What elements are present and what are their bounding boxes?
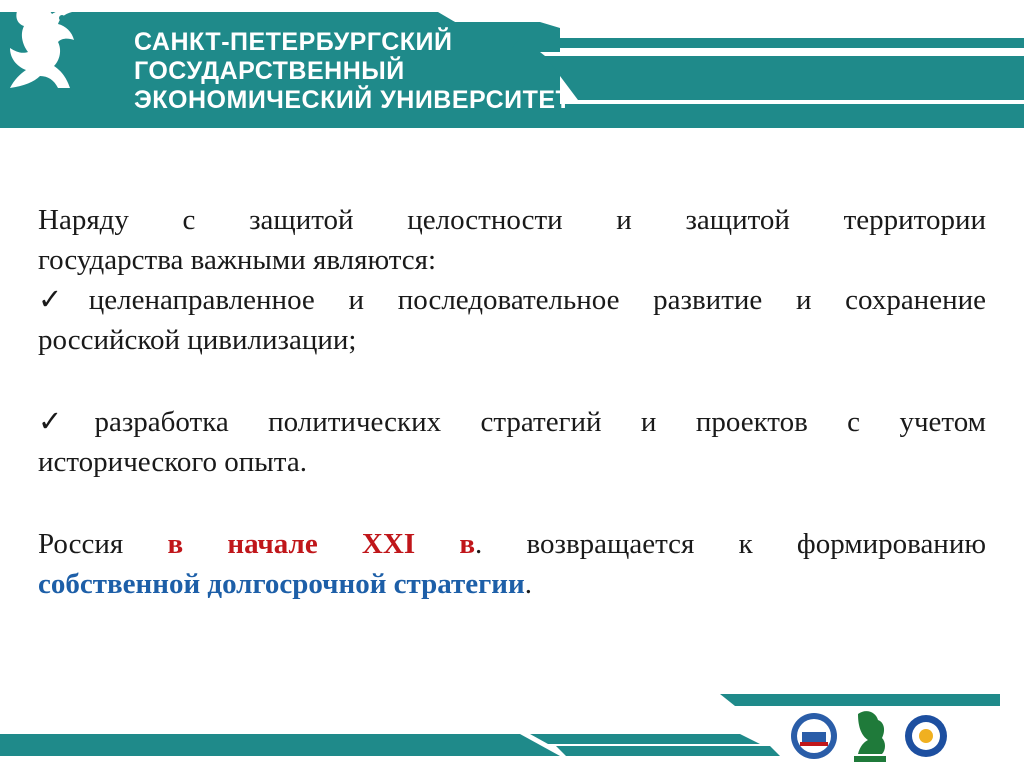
university-name-line2: ГОСУДАРСТВЕННЫЙ: [134, 57, 405, 85]
highlight-red-period: в начале XXI в: [167, 528, 476, 560]
final-statement-line2: [38, 564, 986, 604]
fineg-griffin-icon: [852, 708, 888, 764]
university-name-line1: САНКТ-ПЕТЕРБУРГСКИЙ: [134, 28, 453, 56]
final-statement-line1: [38, 524, 986, 564]
university-name-line3: ЭКОНОМИЧЕСКИЙ УНИВЕРСИТЕТ: [134, 86, 572, 114]
round-emblem-icon: [904, 714, 948, 758]
griffin-logo-icon: [0, 0, 86, 96]
final-end-text: .: [524, 568, 532, 600]
bullet-item2-line2: исторического опыта.: [38, 446, 307, 478]
bullet-item1-line2: российской цивилизации;: [38, 324, 357, 356]
final-mid-text: . возвращается к формированию: [475, 528, 987, 560]
university-name: [134, 28, 571, 115]
header-band: [0, 0, 1024, 140]
intro-line2: государства важными являются:: [38, 244, 437, 276]
final-pre-text: Россия: [38, 528, 168, 560]
bullet-item2-line1: ✓разработка политических стратегий и проектов с учетом: [38, 406, 986, 438]
bullet-item1-line1: ✓целенаправленное и последовательное развитие и сохранение: [38, 284, 986, 316]
nizhegorodsky-seal-icon: [790, 712, 838, 760]
slide-body: [38, 200, 986, 604]
highlight-blue-strategy: собственной долгосрочной стратегии: [38, 568, 525, 600]
intro-line1: Наряду с защитой целостности и защитой территории: [38, 204, 986, 236]
